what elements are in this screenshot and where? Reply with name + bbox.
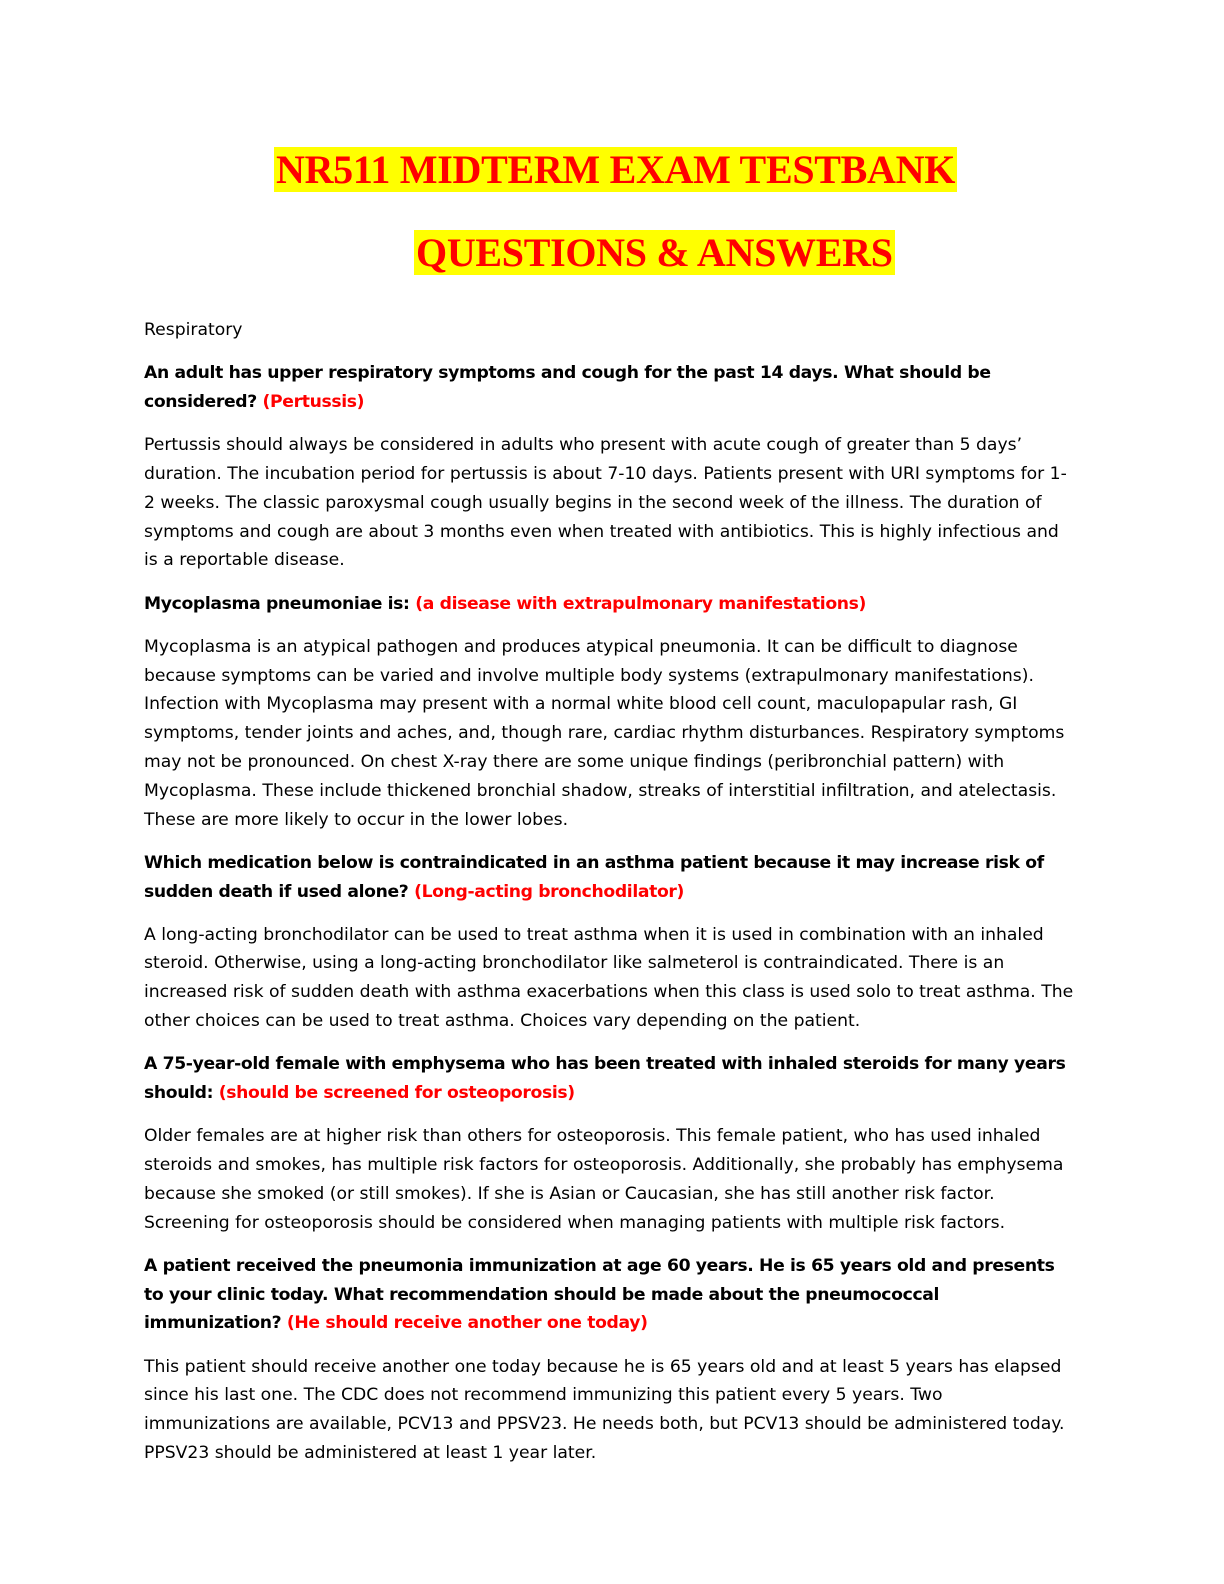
document-body	[144, 316, 1074, 1482]
title-highlight-1: NR511 MIDTERM EXAM TESTBANK	[276, 147, 956, 192]
explanation-5: This patient should receive another one today because he is 65 years old and at least 5 years has elapsed since his last one. The CDC does not recommend immunizing this patient every 5 years. Two immunizations are available, PCV13 and PPSV23. He needs both, but PCV13 should be administered today. PPSV23 should be administered at least 1 year later.	[144, 1356, 1065, 1463]
section-label: Respiratory	[144, 320, 243, 340]
explanation-2: Mycoplasma is an atypical pathogen and produces atypical pneumonia. It can be difficult to diagnose because symptoms can be varied and involve multiple body systems (extrapulmonary manifestations). Infection with Mycoplasma may present with a normal white blood cell count, maculopapular rash, GI symptoms, tender joints and aches, and, though rare, cardiac rhythm disturbances. Respiratory symptoms may not be pronounced. On chest X-ray there are some unique findings (peribronchial pattern) with Mycoplasma. These include thickened bronchial shadow, streaks of interstitial infiltration, and atelectasis. These are more likely to occur in the lower lobes.	[144, 636, 1065, 830]
explanation-1: Pertussis should always be considered in adults who present with acute cough of greater than 5 days’ duration. The incubation period for pertussis is about 7-10 days. Patients present with URI symptoms for 1-2 weeks. The classic paroxysmal cough usually begins in the second week of the illness. The duration of symptoms and cough are about 3 months even when treated with antibiotics. This is highly infectious and is a reportable disease.	[144, 435, 1067, 571]
answer-text: (should be screened for osteoporosis)	[218, 1083, 575, 1104]
question-3	[144, 849, 1074, 907]
answer-text: (a disease with extrapulmonary manifestations)	[415, 593, 867, 614]
title-highlight-2: QUESTIONS & ANSWERS	[416, 230, 893, 275]
question-text: Mycoplasma pneumoniae is:	[144, 593, 410, 614]
question-2	[144, 590, 1074, 619]
document-title-line-2	[414, 228, 895, 278]
question-text: A 75-year-old female with emphysema who has been treated with inhaled steroids for many years should:	[144, 1054, 1066, 1104]
question-text: A patient received the pneumonia immunization at age 60 years. He is 65 years old and presents to your clinic today. What recommendation should be made about the pneumococcal immunization?	[144, 1255, 1055, 1334]
question-4	[144, 1050, 1074, 1108]
answer-text: (Long-acting bronchodilator)	[414, 881, 685, 902]
explanation-3: A long-acting bronchodilator can be used to treat asthma when it is used in combination with an inhaled steroid. Otherwise, using a long-acting bronchodilator like salmeterol is contraindicated. There is an increased risk of sudden death with asthma exacerbations when this class is used solo to treat asthma. The other choices can be used to treat asthma. Choices vary depending on the patient.	[144, 924, 1074, 1032]
question-text: Which medication below is contraindicated in an asthma patient because it may increase risk of sudden death if used alone?	[144, 852, 1044, 902]
explanation-4: Older females are at higher risk than others for osteoporosis. This female patient, who has used inhaled steroids and smokes, has multiple risk factors for osteoporosis. Additionally, she probably has emphysema because she smoked (or still smokes). If she is Asian or Caucasian, she has still another risk factor. Screening for osteoporosis should be considered when managing patients with multiple risk factors.	[144, 1126, 1064, 1233]
answer-text: (He should receive another one today)	[286, 1313, 648, 1334]
question-5	[144, 1252, 1074, 1338]
answer-text: (Pertussis)	[262, 391, 365, 412]
question-text: An adult has upper respiratory symptoms and cough for the past 14 days. What should be considered?	[144, 363, 991, 412]
document-title-line-1	[274, 145, 957, 195]
question-1	[144, 359, 1074, 417]
